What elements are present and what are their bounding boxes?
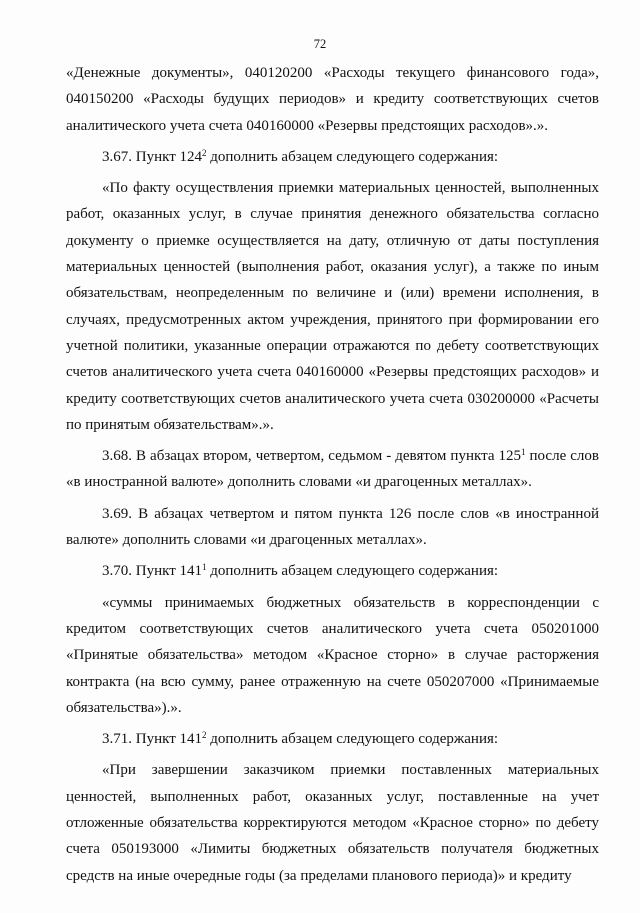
superscript-index: 1	[521, 447, 526, 458]
paragraph-text: 3.71. Пункт 141	[102, 731, 203, 748]
paragraph-2	[66, 144, 599, 170]
paragraph-7	[66, 590, 599, 721]
paragraph-text: 3.68. В абзацах втором, четвертом, седьмом - девятом пункта 125	[102, 448, 521, 465]
document-body	[66, 60, 599, 894]
paragraph-text: «Денежные документы», 040120200 «Расходы текущего финансового года», 040150200 «Расходы будущих периодов» и кредиту соответствующих счетов аналитического учета счета 040160000 «Резервы предстоящих расходов».».	[66, 65, 599, 134]
paragraph-3	[66, 175, 599, 438]
paragraph-9	[66, 757, 599, 888]
superscript-index: 2	[202, 147, 207, 158]
page-number: 72	[313, 37, 327, 51]
paragraph-text: 3.70. Пункт 141	[102, 563, 203, 580]
superscript-index: 1	[202, 562, 207, 573]
paragraph-text: дополнить абзацем следующего содержания:	[206, 563, 499, 580]
paragraph-text: после слов «в иностранной валюте» дополнить словами «и драгоценных металлах».	[66, 448, 599, 491]
paragraph-text: «При завершении заказчиком приемки поставленных материальных ценностей, выполненных работ, оказанных услуг, поставленные на учет отложенные обязательства корректируются методом «Красное сторно» по дебету счета 050193000 «Лимиты бюджетных обязательств получателя бюджетных средств на иные очередные годы (за пределами планового периода)» и кредиту	[66, 762, 599, 884]
paragraph-text: 3.67. Пункт 124	[102, 148, 203, 165]
paragraph-4	[66, 443, 599, 496]
paragraph-1	[66, 60, 599, 139]
paragraph-text: «По факту осуществления приемки материальных ценностей, выполненных работ, оказанных услуг, в случае принятия денежного обязательства согласно документу о приемке осуществляется на дату, отличную от даты поступления материальных ценностей (выполнения работ, оказания услуг), а также по иным обязательствам, неопределенным по величине и (или) времени исполнения, в случаях, предусмотренных актом учреждения, принятого при формировании его учетной политики, указанные операции отражаются по дебету соответствующих счетов аналитического учета счета 040160000 «Резервы предстоящих расходов» и кредиту соответствующих счетов аналитического учета счета 030200000 «Расчеты по принятым обязательствам».».	[66, 180, 599, 433]
paragraph-text: «суммы принимаемых бюджетных обязательств в корреспонденции с кредитом соответствующих счетов аналитического учета счета 050201000 «Принятые обязательства» методом «Красное сторно» в случае расторжения контракта (на всю сумму, ранее отраженную на счете 050207000 «Принимаемые обязательства»).».	[66, 594, 599, 716]
paragraph-text: дополнить абзацем следующего содержания:	[206, 731, 499, 748]
paragraph-text: дополнить абзацем следующего содержания:	[206, 148, 499, 165]
superscript-index: 2	[202, 730, 207, 741]
paragraph-text: 3.69. В абзацах четвертом и пятом пункта 126 после слов «в иностранной валюте» дополнить словами «и драгоценных металлах».	[66, 505, 599, 549]
paragraph-6	[66, 558, 599, 584]
paragraph-8	[66, 726, 599, 752]
paragraph-5	[66, 501, 599, 554]
